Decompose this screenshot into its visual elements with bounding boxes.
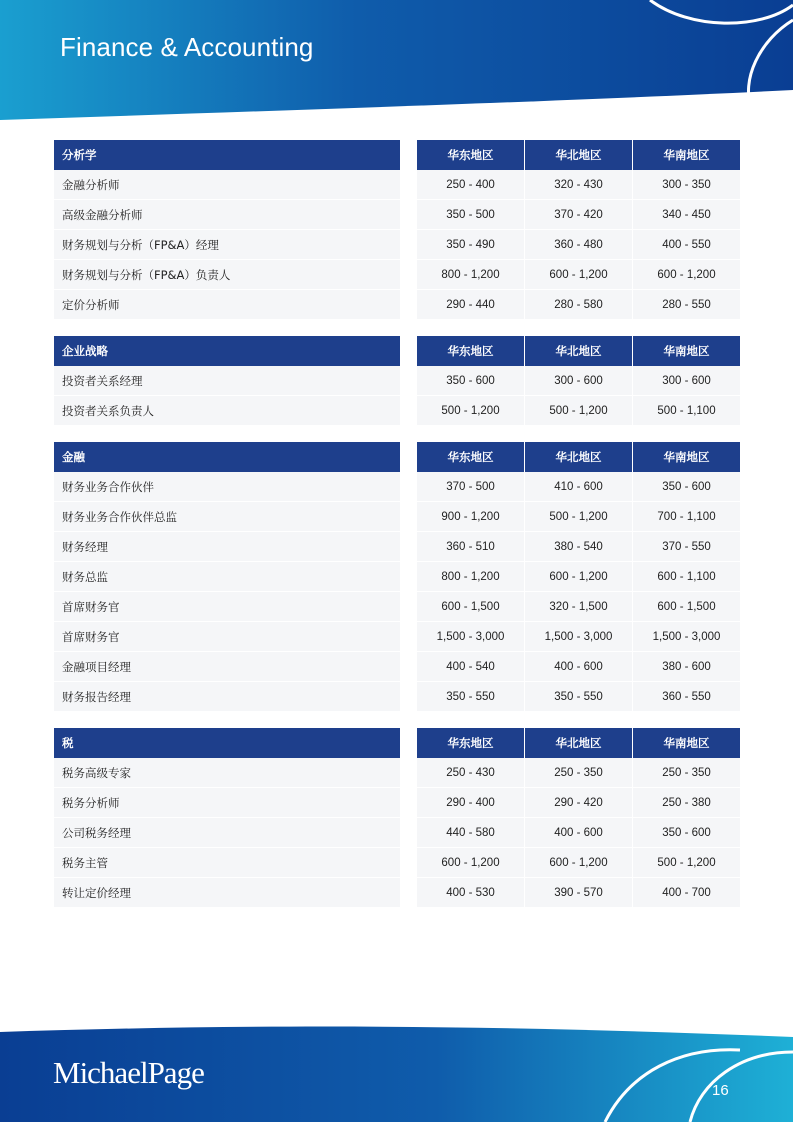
salary-range: 250 - 400	[446, 178, 495, 191]
salary-range: 370 - 420	[524, 200, 632, 229]
salary-range: 500 - 1,200	[524, 502, 632, 531]
salary-range: 300 - 600	[632, 366, 740, 395]
salary-range: 320 - 1,500	[524, 592, 632, 621]
salary-range: 400 - 540	[446, 660, 495, 673]
salary-range: 500 - 1,100	[632, 396, 740, 425]
salary-range: 350 - 500	[446, 208, 495, 221]
table-row	[54, 758, 740, 788]
salary-range: 320 - 430	[524, 170, 632, 199]
role-name: 定价分析师	[54, 290, 400, 320]
role-name: 高级金融分析师	[54, 200, 400, 230]
role-name: 税务分析师	[54, 788, 400, 818]
salary-range: 500 - 1,200	[632, 848, 740, 877]
salary-range: 800 - 1,200	[441, 570, 500, 583]
table-row	[54, 472, 740, 502]
salary-range: 250 - 380	[632, 788, 740, 817]
salary-range: 500 - 1,200	[441, 404, 500, 417]
salary-range: 1,500 - 3,000	[632, 622, 740, 651]
table-row	[54, 592, 740, 622]
salary-range: 300 - 600	[524, 366, 632, 395]
salary-range: 350 - 490	[446, 238, 495, 251]
role-name: 财务规划与分析（FP&A）经理	[54, 230, 400, 260]
salary-range: 400 - 550	[632, 230, 740, 259]
salary-range: 380 - 600	[632, 652, 740, 681]
salary-range: 400 - 700	[632, 878, 740, 907]
salary-range: 290 - 420	[524, 788, 632, 817]
role-name: 财务规划与分析（FP&A）负责人	[54, 260, 400, 290]
role-name: 财务总监	[54, 562, 400, 592]
table-row	[54, 290, 740, 320]
salary-section	[54, 442, 740, 712]
region-header: 华南地区	[632, 336, 740, 366]
salary-section	[54, 336, 740, 426]
salary-range: 900 - 1,200	[441, 510, 500, 523]
salary-range: 400 - 530	[446, 886, 495, 899]
table-row	[54, 878, 740, 908]
region-header: 华北地区	[524, 728, 632, 758]
salary-range: 1,500 - 3,000	[524, 622, 632, 651]
salary-range: 370 - 500	[446, 480, 495, 493]
salary-range: 600 - 1,100	[632, 562, 740, 591]
salary-tables	[54, 140, 740, 924]
role-name: 财务业务合作伙伴总监	[54, 502, 400, 532]
salary-range: 300 - 350	[632, 170, 740, 199]
role-name: 首席财务官	[54, 592, 400, 622]
role-name: 转让定价经理	[54, 878, 400, 908]
salary-range: 600 - 1,500	[632, 592, 740, 621]
region-header: 华南地区	[632, 140, 740, 170]
salary-range: 360 - 550	[632, 682, 740, 711]
salary-range: 250 - 430	[446, 766, 495, 779]
salary-range: 390 - 570	[524, 878, 632, 907]
table-row	[54, 396, 740, 426]
role-name: 首席财务官	[54, 622, 400, 652]
table-row	[54, 170, 740, 200]
region-header: 华北地区	[524, 140, 632, 170]
salary-range: 350 - 550	[524, 682, 632, 711]
salary-range: 290 - 400	[446, 796, 495, 809]
region-header: 华东地区	[447, 452, 494, 464]
region-header: 华东地区	[447, 150, 494, 162]
salary-range: 700 - 1,100	[632, 502, 740, 531]
salary-range: 400 - 600	[524, 652, 632, 681]
table-row	[54, 502, 740, 532]
section-title: 企业战略	[54, 336, 400, 366]
role-name: 税务高级专家	[54, 758, 400, 788]
section-header-row	[54, 140, 740, 170]
salary-range: 600 - 1,500	[441, 600, 500, 613]
section-title: 税	[54, 728, 400, 758]
role-name: 公司税务经理	[54, 818, 400, 848]
salary-section	[54, 728, 740, 908]
table-row	[54, 562, 740, 592]
salary-range: 600 - 1,200	[441, 856, 500, 869]
salary-range: 600 - 1,200	[524, 260, 632, 289]
region-header: 华东地区	[447, 738, 494, 750]
salary-range: 370 - 550	[632, 532, 740, 561]
section-title: 分析学	[54, 140, 400, 170]
region-header: 华北地区	[524, 442, 632, 472]
table-row	[54, 652, 740, 682]
role-name: 财务业务合作伙伴	[54, 472, 400, 502]
table-row	[54, 848, 740, 878]
table-row	[54, 818, 740, 848]
michaelpage-logo: MichaelPage	[53, 1055, 204, 1090]
salary-range: 1,500 - 3,000	[436, 630, 505, 643]
role-name: 财务经理	[54, 532, 400, 562]
table-row	[54, 622, 740, 652]
header-banner	[0, 0, 793, 130]
salary-range: 600 - 1,200	[632, 260, 740, 289]
salary-range: 350 - 600	[446, 374, 495, 387]
role-name: 财务报告经理	[54, 682, 400, 712]
table-row	[54, 200, 740, 230]
salary-range: 250 - 350	[524, 758, 632, 787]
region-header: 华北地区	[524, 336, 632, 366]
region-header: 华东地区	[447, 346, 494, 358]
page-number: 16	[712, 1082, 729, 1099]
salary-range: 600 - 1,200	[524, 848, 632, 877]
section-header-row	[54, 442, 740, 472]
role-name: 投资者关系负责人	[54, 396, 400, 426]
section-header-row	[54, 336, 740, 366]
table-row	[54, 260, 740, 290]
region-header: 华南地区	[632, 728, 740, 758]
salary-range: 340 - 450	[632, 200, 740, 229]
salary-range: 360 - 510	[446, 540, 495, 553]
salary-range: 350 - 600	[632, 818, 740, 847]
table-row	[54, 230, 740, 260]
salary-range: 280 - 580	[524, 290, 632, 319]
salary-section	[54, 140, 740, 320]
salary-range: 360 - 480	[524, 230, 632, 259]
role-name: 税务主管	[54, 848, 400, 878]
section-header-row	[54, 728, 740, 758]
region-header: 华南地区	[632, 442, 740, 472]
salary-range: 500 - 1,200	[524, 396, 632, 425]
page-title: Finance & Accounting	[60, 32, 314, 62]
salary-range: 350 - 550	[446, 690, 495, 703]
salary-range: 350 - 600	[632, 472, 740, 501]
salary-range: 800 - 1,200	[441, 268, 500, 281]
salary-range: 440 - 580	[446, 826, 495, 839]
salary-range: 250 - 350	[632, 758, 740, 787]
salary-range: 600 - 1,200	[524, 562, 632, 591]
salary-range: 380 - 540	[524, 532, 632, 561]
role-name: 投资者关系经理	[54, 366, 400, 396]
table-row	[54, 682, 740, 712]
salary-range: 400 - 600	[524, 818, 632, 847]
table-row	[54, 532, 740, 562]
salary-range: 290 - 440	[446, 298, 495, 311]
role-name: 金融项目经理	[54, 652, 400, 682]
role-name: 金融分析师	[54, 170, 400, 200]
salary-range: 410 - 600	[524, 472, 632, 501]
table-row	[54, 366, 740, 396]
section-title: 金融	[54, 442, 400, 472]
salary-range: 280 - 550	[632, 290, 740, 319]
table-row	[54, 788, 740, 818]
